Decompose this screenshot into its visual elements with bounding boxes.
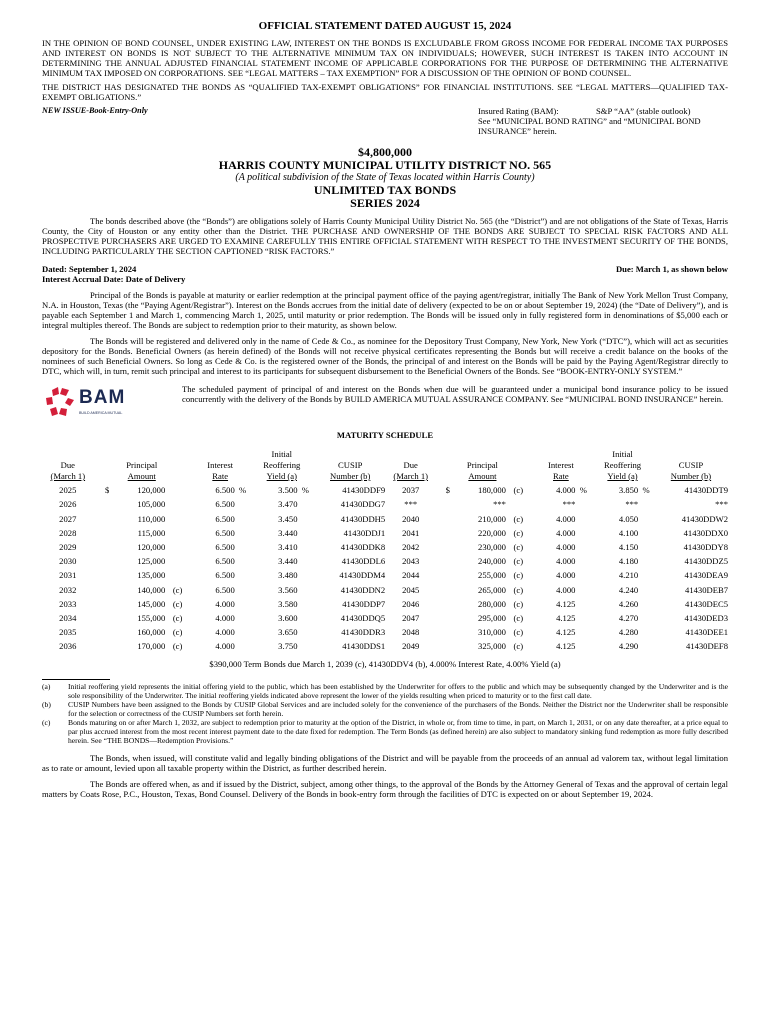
right-dollar-cell: $ <box>445 485 450 496</box>
table-row <box>42 623 728 637</box>
left-yield-cell: 3.580 <box>278 598 298 609</box>
left-principal-cell: 110,000 <box>137 513 166 524</box>
footnote-rule <box>42 679 110 680</box>
left-c-cell: (c) <box>172 627 183 638</box>
left-rate-cell: 6.500 <box>215 570 235 581</box>
right-yield-cell: 4.180 <box>618 556 639 567</box>
maturity-table <box>42 448 728 651</box>
issuer-subdivision: (A political subdivision of the State of Texas located within Harris County) <box>235 172 535 183</box>
left-ypct-cell <box>298 580 314 594</box>
right-pct-cell <box>575 552 591 566</box>
tax-opinion: IN THE OPINION OF BOND COUNSEL, UNDER EXISTING LAW, INTEREST ON THE BONDS IS EXCLUDABLE FROM GROSS INCOME FOR FEDERAL INCOME TAX PURPOSES AND INTEREST ON BONDS IS NOT SUBJECT TO THE ALTERNATIVE MINIMUM TAX ON INDIVIDUALS; HOWEVER, SUCH INTEREST IS TAKEN INTO ACCOUNT IN DETERMINING THE ANNUAL ADJUSTED FINANCIAL STATEMENT INCOME OF APPLICABLE CORPORATIONS FOR THE PURPOSE OF DETERMINING THE ALTERNATIVE MINIMUM TAX IMPOSED ON CORPORATIONS. SEE “LEGAL MATTERS – TAX EXEMPTION” FOR A DISCUSSION OF THE OPINION OF BOND COUNSEL. <box>42 38 728 78</box>
left-dollar-cell <box>94 538 110 552</box>
right-dollar-cell <box>434 509 450 523</box>
right-due-cell: 2046 <box>402 598 420 609</box>
left-principal-cell: 115,000 <box>137 527 166 538</box>
left-principal-cell: 160,000 <box>137 627 166 638</box>
right-dollar-cell <box>434 623 450 637</box>
right-pct-cell <box>575 509 591 523</box>
footnotes <box>42 682 728 745</box>
right-due-cell: 2040 <box>402 513 420 524</box>
left-due-cell: 2030 <box>59 556 77 567</box>
right-principal-cell: 310,000 <box>478 627 506 638</box>
right-ypct-cell <box>638 524 654 538</box>
dated-row <box>42 264 728 274</box>
left-principal-cell: 155,000 <box>137 612 166 623</box>
accrual-date: Interest Accrual Date: Date of Delivery <box>42 274 186 284</box>
right-c-cell: (c) <box>513 570 524 581</box>
rating-label: Insured Rating (BAM): <box>478 106 559 116</box>
principal-paragraph: Principal of the Bonds is payable at maturity or earlier redemption at the principal payment office of the paying agent/registrar, initially The Bank of New York Mellon Trust Company, N.A. in Houston, Texas (the “Paying Agent/Registrar”). Interest on the Bonds accrues from the initial date of delivery (expected to be on or about September 19, 2024) (the “Date of Delivery”), and is payable each September 1 and March 1, commencing March 1, 2025, until maturity or prior redemption. The Bonds will be issued only in fully registered form in denominations of $5,000 each or integral multiples thereof. The Bonds are subject to redemption prior to their maturity, as shown below. <box>42 290 728 330</box>
header-interest-right: Interest <box>547 460 574 470</box>
header-interest-left: Interest <box>207 460 234 470</box>
left-c-cell: (c) <box>172 584 183 595</box>
header-reoffering-right: Reoffering <box>603 460 642 470</box>
left-rate-cell: 4.000 <box>215 598 235 609</box>
right-yield-cell: 4.290 <box>618 641 639 652</box>
left-dollar-cell <box>94 495 110 509</box>
header-march-left: (March 1) <box>50 471 86 481</box>
right-dollar-cell <box>434 538 450 552</box>
left-ypct-cell <box>298 566 314 580</box>
left-due-cell: 2032 <box>59 584 77 595</box>
left-yield-cell: 3.500 <box>278 485 298 496</box>
header-principal-left: Principal <box>126 460 158 470</box>
left-principal-cell: 120,000 <box>137 541 166 552</box>
left-due-cell: 2035 <box>59 627 77 638</box>
right-cusip-cell: 41430DDZ5 <box>684 556 728 567</box>
right-yield-cell: 4.280 <box>618 627 639 638</box>
right-cusip-cell: *** <box>715 499 728 510</box>
left-principal-cell: 135,000 <box>137 570 166 581</box>
left-ypct-cell <box>298 623 314 637</box>
right-ypct-cell <box>638 637 654 651</box>
right-principal-cell: 255,000 <box>478 570 506 581</box>
due-date: Due: March 1, as shown below <box>615 264 728 274</box>
header-cusip-left: CUSIP <box>338 460 363 470</box>
left-pct-cell <box>235 524 251 538</box>
registration-paragraph: The Bonds will be registered and delivered only in the name of Cede & Co., as nominee for the Depository Trust Company, New York, New York (“DTC”), which will act as securities depository for the Bonds. Beneficial Owners (as herein defined) of the Bonds will not receive physical certificates representing the Bonds but will receive a credit balance on the books of the nominees of such Beneficial Owners. So long as Cede & Co. is the registered owner of the Bonds, the principal of and interest on the Bonds will be paid by the Paying Agent/Registrar directly to DTC, which will, in turn, remit such principal and interest to its participants for subsequent disbursement to the Beneficial Owners of the Bonds. See “BOOK-ENTRY-ONLY SYSTEM.” <box>42 336 728 376</box>
left-cusip-cell: 41430DDN2 <box>340 584 386 595</box>
left-pct-cell <box>235 609 251 623</box>
right-principal-cell: *** <box>493 499 506 510</box>
left-c-cell: (c) <box>172 598 183 609</box>
header-due-left: Due <box>60 460 75 470</box>
table-row <box>42 595 728 609</box>
left-rate-cell: 6.500 <box>215 485 235 496</box>
left-principal-cell: 120,000 <box>137 485 166 496</box>
left-yield-cell: 3.480 <box>278 570 298 581</box>
left-pct-cell <box>235 623 251 637</box>
left-ypct-cell <box>298 524 314 538</box>
rating-value: S&P “AA” (stable outlook) <box>596 106 691 116</box>
left-ypct-cell <box>298 595 314 609</box>
header-initial-left: Initial <box>271 449 293 459</box>
right-c-cell: (c) <box>513 627 524 638</box>
right-ypct-cell <box>638 509 654 523</box>
right-rate-cell: 4.000 <box>556 541 576 552</box>
maturity-rows <box>42 481 728 651</box>
right-due-cell: 2049 <box>402 641 420 652</box>
left-c-cell <box>165 509 190 523</box>
right-c-cell: (c) <box>513 556 524 567</box>
left-cusip-cell: 41430DDF9 <box>342 485 386 496</box>
left-principal-cell: 125,000 <box>137 556 166 567</box>
left-pct-cell <box>235 538 251 552</box>
table-row <box>42 509 728 523</box>
right-dollar-cell <box>434 524 450 538</box>
issue-amount: $4,800,000 <box>358 145 412 159</box>
header-row-1 <box>42 459 728 470</box>
right-yield-cell: 4.100 <box>618 527 639 538</box>
official-statement-page <box>42 20 728 799</box>
right-dollar-cell <box>434 552 450 566</box>
left-yield-cell: 3.450 <box>278 513 298 524</box>
footnote-text: CUSIP Numbers have been assigned to the Bonds by CUSIP Global Services and are included solely for the convenience of the purchasers of the Bonds. Neither the District nor the Underwriter shall be responsible for the selection or correctness of the CUSIP Numbers set forth herein. <box>68 700 728 719</box>
issue-rating-row <box>42 106 728 136</box>
left-dollar-cell <box>94 623 110 637</box>
left-c-cell: (c) <box>172 612 183 623</box>
left-cusip-cell: 41430DDH5 <box>340 513 386 524</box>
right-yield-cell: 4.240 <box>618 584 639 595</box>
right-yield-cell: 4.210 <box>618 570 639 581</box>
left-rate-cell: 6.500 <box>215 541 235 552</box>
left-c-cell <box>165 481 190 495</box>
left-c-cell <box>165 495 190 509</box>
footnote-label: (c) <box>42 718 51 728</box>
left-rate-cell: 6.500 <box>215 527 235 538</box>
right-ypct-cell <box>638 552 654 566</box>
right-rate-cell: 4.000 <box>556 556 576 567</box>
left-due-cell: 2027 <box>59 513 77 524</box>
left-ypct-cell <box>298 552 314 566</box>
header-march-right: (March 1) <box>393 471 429 481</box>
right-dollar-cell <box>434 495 450 509</box>
right-principal-cell: 325,000 <box>478 641 506 652</box>
table-row <box>42 524 728 538</box>
right-principal-cell: 220,000 <box>478 527 506 538</box>
header-principal-right: Principal <box>466 460 498 470</box>
left-due-cell: 2029 <box>59 541 77 552</box>
right-c-cell: (c) <box>513 641 524 652</box>
right-pct-cell <box>575 623 591 637</box>
right-yield-cell: 4.050 <box>618 513 639 524</box>
left-pct-cell <box>235 495 251 509</box>
left-cusip-cell: 41430DDJ1 <box>343 527 386 538</box>
table-row <box>42 552 728 566</box>
right-principal-cell: 210,000 <box>478 513 506 524</box>
footnote-label: (b) <box>42 700 51 710</box>
right-rate-cell: *** <box>562 499 576 510</box>
right-principal-cell: 230,000 <box>478 541 506 552</box>
right-pct-cell <box>575 566 591 580</box>
left-ypct-cell: % <box>301 485 309 496</box>
right-pct-cell <box>575 495 591 509</box>
right-ypct-cell <box>638 609 654 623</box>
left-dollar-cell <box>94 509 110 523</box>
left-due-cell: 2036 <box>59 641 77 652</box>
right-rate-cell: 4.000 <box>556 584 576 595</box>
right-c-cell: (c) <box>513 485 524 496</box>
left-principal-cell: 140,000 <box>137 584 166 595</box>
bam-insurance-row <box>42 384 728 420</box>
right-yield-cell: 4.260 <box>618 598 639 609</box>
right-c-cell: (c) <box>513 513 524 524</box>
right-due-cell: 2043 <box>402 556 420 567</box>
table-row <box>42 538 728 552</box>
left-dollar-cell <box>94 609 110 623</box>
right-dollar-cell <box>434 595 450 609</box>
bam-logo-subtext: BUILD AMERICA MUTUAL <box>79 411 123 415</box>
left-rate-cell: 6.500 <box>215 513 235 524</box>
term-bonds-line: $390,000 Term Bonds due March 1, 2039 (c), 41430DDV4 (b), 4.000% Interest Rate, 4.00% Yield (a) <box>209 659 561 670</box>
header-rate-left: Rate <box>212 471 229 481</box>
right-c-cell: (c) <box>513 541 524 552</box>
right-due-cell: 2044 <box>402 570 420 581</box>
table-row <box>42 609 728 623</box>
right-dollar-cell <box>434 609 450 623</box>
left-rate-cell: 4.000 <box>215 612 235 623</box>
left-rate-cell: 6.500 <box>215 499 235 510</box>
header-cusip-right: CUSIP <box>678 460 704 470</box>
left-rate-cell: 6.500 <box>215 584 235 595</box>
right-dollar-cell <box>434 637 450 651</box>
bam-logo-text: BAM <box>79 387 126 408</box>
right-due-cell: 2037 <box>402 485 420 496</box>
right-due-cell: 2042 <box>402 541 420 552</box>
right-ypct-cell: % <box>642 485 650 496</box>
table-row <box>42 495 728 509</box>
left-yield-cell: 3.410 <box>278 541 298 552</box>
left-cusip-cell: 41430DDM4 <box>339 570 386 581</box>
header-number-left: Number (b) <box>330 471 371 481</box>
series-title: SERIES 2024 <box>350 196 420 210</box>
left-pct-cell: % <box>239 485 247 496</box>
right-pct-cell <box>575 580 591 594</box>
qualified-designation: THE DISTRICT HAS DESIGNATED THE BONDS AS “QUALIFIED TAX-EXEMPT OBLIGATIONS” FOR FINANCIAL INSTITUTIONS. SEE “LEGAL MATTERS—QUALIFIED TAX-EXEMPT OBLIGATIONS.” <box>42 82 728 102</box>
right-principal-cell: 240,000 <box>478 556 506 567</box>
left-yield-cell: 3.440 <box>278 527 298 538</box>
right-rate-cell: 4.125 <box>556 641 576 652</box>
table-row <box>42 637 728 651</box>
right-pct-cell <box>575 609 591 623</box>
right-due-cell: 2041 <box>402 527 420 538</box>
left-pct-cell <box>235 580 251 594</box>
footnote <box>42 718 728 745</box>
left-cusip-cell: 41430DDQ5 <box>340 612 386 623</box>
left-due-cell: 2026 <box>59 499 77 510</box>
footnote-label: (a) <box>42 682 51 692</box>
right-ypct-cell <box>638 580 654 594</box>
footnote-text: Bonds maturing on or after March 1, 2032, are subject to redemption prior to maturity at the option of the District, in whole or, from time to time, in part, on March 1, 2031, or on any date thereafter, at a price equal to par plus accrued interest from the most recent interest payment date to the date fixed for redemption. The Term Bonds (as defined herein) are also subject to mandatory sinking fund redemption as more fully described herein. See “THE BONDS—Redemption Provisions.” <box>68 718 728 746</box>
right-cusip-cell: 41430DEC5 <box>685 598 728 609</box>
left-ypct-cell <box>298 509 314 523</box>
right-rate-cell: 4.000 <box>556 513 576 524</box>
left-c-cell: (c) <box>172 641 183 652</box>
right-principal-cell: 265,000 <box>478 584 506 595</box>
right-cusip-cell: 41430DEB7 <box>685 584 728 595</box>
right-rate-cell: 4.125 <box>556 627 576 638</box>
left-principal-cell: 145,000 <box>137 598 166 609</box>
right-pct-cell <box>575 538 591 552</box>
right-rate-cell: 4.000 <box>556 485 576 496</box>
right-rate-cell: 4.125 <box>556 598 576 609</box>
right-pct-cell <box>575 637 591 651</box>
maturity-title: MATURITY SCHEDULE <box>336 430 434 440</box>
left-dollar-cell <box>94 637 110 651</box>
issuer-name: HARRIS COUNTY MUNICIPAL UTILITY DISTRICT NO. 565 <box>218 158 552 172</box>
left-dollar-cell <box>94 595 110 609</box>
left-cusip-cell: 41430DDS1 <box>342 641 386 652</box>
right-principal-cell: 180,000 <box>478 485 506 496</box>
right-c-cell: (c) <box>513 612 524 623</box>
right-cusip-cell: 41430DEA9 <box>684 570 728 581</box>
statement-title: OFFICIAL STATEMENT DATED AUGUST 15, 2024 <box>258 20 512 32</box>
right-yield-cell: 4.270 <box>618 612 639 623</box>
left-dollar-cell <box>94 566 110 580</box>
left-c-cell <box>165 538 190 552</box>
left-cusip-cell: 41430DDK8 <box>340 541 386 552</box>
right-cusip-cell: 41430DEE1 <box>685 627 728 638</box>
right-ypct-cell <box>638 566 654 580</box>
footnote <box>42 700 728 718</box>
right-cusip-cell: 41430DDY8 <box>683 541 728 552</box>
footnote <box>42 682 728 700</box>
left-rate-cell: 6.500 <box>215 556 235 567</box>
left-c-cell <box>165 524 190 538</box>
right-pct-cell <box>575 595 591 609</box>
right-pct-cell: % <box>579 485 587 496</box>
left-c-cell <box>165 566 190 580</box>
right-due-cell: *** <box>404 499 418 510</box>
left-ypct-cell <box>298 538 314 552</box>
footnote-text: Initial reoffering yield represents the initial offering yield to the public, which has been established by the Underwriter for offers to the public and which may be subsequently changed by the Underwriter and is the sole responsibility of the Underwriter. The initial reoffering yields indicated above represent the lower of the yields resulting when priced to maturity or to the first call date. <box>68 682 728 701</box>
right-c-cell: (c) <box>513 527 524 538</box>
left-due-cell: 2031 <box>59 570 77 581</box>
right-c-cell <box>506 495 531 509</box>
table-row <box>42 566 728 580</box>
right-ypct-cell <box>638 538 654 552</box>
left-dollar-cell <box>94 552 110 566</box>
right-cusip-cell: 41430DEF8 <box>685 641 728 652</box>
right-c-cell: (c) <box>513 584 524 595</box>
left-ypct-cell <box>298 637 314 651</box>
left-yield-cell: 3.560 <box>278 584 298 595</box>
left-due-cell: 2025 <box>59 485 77 496</box>
header-number-right: Number (b) <box>670 471 712 481</box>
right-cusip-cell: 41430DED3 <box>684 612 728 623</box>
header-yield-left: Yield (a) <box>266 471 297 481</box>
right-ypct-cell <box>638 623 654 637</box>
rating-note: See “MUNICIPAL BOND RATING” and “MUNICIPAL BOND INSURANCE” herein. <box>478 116 701 136</box>
left-rate-cell: 4.000 <box>215 627 235 638</box>
right-dollar-cell <box>434 580 450 594</box>
left-pct-cell <box>235 509 251 523</box>
left-principal-cell: 170,000 <box>137 641 166 652</box>
left-pct-cell <box>235 552 251 566</box>
header-rate-right: Rate <box>553 471 569 481</box>
header-due-right: Due <box>403 460 418 470</box>
header-yield-right: Yield (a) <box>607 471 638 481</box>
left-yield-cell: 3.470 <box>278 499 298 510</box>
left-cusip-cell: 41430DDG7 <box>340 499 386 510</box>
left-cusip-cell: 41430DDR3 <box>341 627 386 638</box>
left-dollar-cell: $ <box>104 485 110 496</box>
bam-logo <box>42 384 138 420</box>
left-pct-cell <box>235 595 251 609</box>
right-cusip-cell: 41430DDW2 <box>681 513 728 524</box>
right-cusip-cell: 41430DDT9 <box>684 485 728 496</box>
left-cusip-cell: 41430DDL6 <box>341 556 386 567</box>
left-ypct-cell <box>298 609 314 623</box>
left-ypct-cell <box>298 495 314 509</box>
right-rate-cell: 4.125 <box>556 612 576 623</box>
right-dollar-cell <box>434 566 450 580</box>
left-cusip-cell: 41430DDP7 <box>342 598 386 609</box>
right-rate-cell: 4.000 <box>556 570 576 581</box>
left-dollar-cell <box>94 580 110 594</box>
right-principal-cell: 295,000 <box>478 612 506 623</box>
right-principal-cell: 280,000 <box>478 598 506 609</box>
left-yield-cell: 3.600 <box>278 612 298 623</box>
intro-paragraph: The bonds described above (the “Bonds”) are obligations solely of Harris County Municipal Utility District No. 565 (the “District”) and are not obligations of the State of Texas, Harris County, the City of Houston or any entity other than the District. THE PURCHASE AND OWNERSHIP OF THE BONDS ARE SUBJECT TO SPECIAL RISK FACTORS AND ALL PROSPECTIVE PURCHASERS ARE URGED TO EXAMINE CAREFULLY THIS ENTIRE OFFICIAL STATEMENT WITH RESPECT TO THE INVESTMENT SECURITY OF THE BONDS, INCLUDING PARTICULARLY THE SECTION CAPTIONED “RISK FACTORS.” <box>42 216 728 256</box>
rating-block <box>478 106 728 136</box>
right-yield-cell: 3.850 <box>618 485 639 496</box>
header-initial-right: Initial <box>612 449 633 459</box>
bonds-title: UNLIMITED TAX BONDS <box>313 183 457 197</box>
header-amount-left: Amount <box>127 471 156 481</box>
left-pct-cell <box>235 637 251 651</box>
left-yield-cell: 3.650 <box>278 627 298 638</box>
right-ypct-cell <box>638 495 654 509</box>
left-due-cell: 2034 <box>59 612 77 623</box>
new-issue-label: NEW ISSUE-Book-Entry-Only <box>42 106 148 115</box>
left-yield-cell: 3.440 <box>278 556 298 567</box>
right-due-cell: 2045 <box>402 584 420 595</box>
right-yield-cell: *** <box>625 499 639 510</box>
right-due-cell: 2048 <box>402 627 420 638</box>
header-reoffering-left: Reoffering <box>263 460 301 470</box>
right-pct-cell <box>575 524 591 538</box>
right-cusip-cell: 41430DDX0 <box>683 527 728 538</box>
validity-paragraph: The Bonds, when issued, will constitute valid and legally binding obligations of the District and will be payable from the proceeds of an annual ad valorem tax, without legal limitation as to rate or amount, levied upon all taxable property within the District, as further described herein. <box>42 753 728 774</box>
header-row-initial <box>42 448 728 459</box>
table-row <box>42 481 728 495</box>
left-dollar-cell <box>94 524 110 538</box>
left-due-cell: 2028 <box>59 527 77 538</box>
right-ypct-cell <box>638 595 654 609</box>
dated-date: Dated: September 1, 2024 <box>42 264 137 274</box>
header-row-2 <box>42 470 728 481</box>
offering-paragraph: The Bonds are offered when, as and if issued by the District, subject, among other things, to the approval of the Bonds by the Attorney General of Texas and the approval of certain legal matters by Coats Rose, P.C., Houston, Texas, Bond Counsel. Delivery of the Bonds in book-entry form through the facilities of DTC is expected on or about September 19, 2024. <box>42 779 728 800</box>
right-yield-cell: 4.150 <box>618 541 639 552</box>
issue-heading <box>42 146 728 210</box>
left-due-cell: 2033 <box>59 598 77 609</box>
right-rate-cell: 4.000 <box>556 527 576 538</box>
left-rate-cell: 4.000 <box>215 641 235 652</box>
left-pct-cell <box>235 566 251 580</box>
right-due-cell: 2047 <box>402 612 420 623</box>
left-yield-cell: 3.750 <box>278 641 298 652</box>
table-row <box>42 580 728 594</box>
bam-paragraph: The scheduled payment of principal of and interest on the Bonds when due will be guaranteed under a municipal bond insurance policy to be issued concurrently with the delivery of the Bonds by BUILD AMERICA MUTUAL ASSURANCE COMPANY. See “MUNICIPAL BOND INSURANCE” herein. <box>182 384 728 404</box>
header-amount-right: Amount <box>468 471 497 481</box>
left-c-cell <box>165 552 190 566</box>
left-principal-cell: 105,000 <box>137 499 166 510</box>
right-c-cell: (c) <box>513 598 524 609</box>
